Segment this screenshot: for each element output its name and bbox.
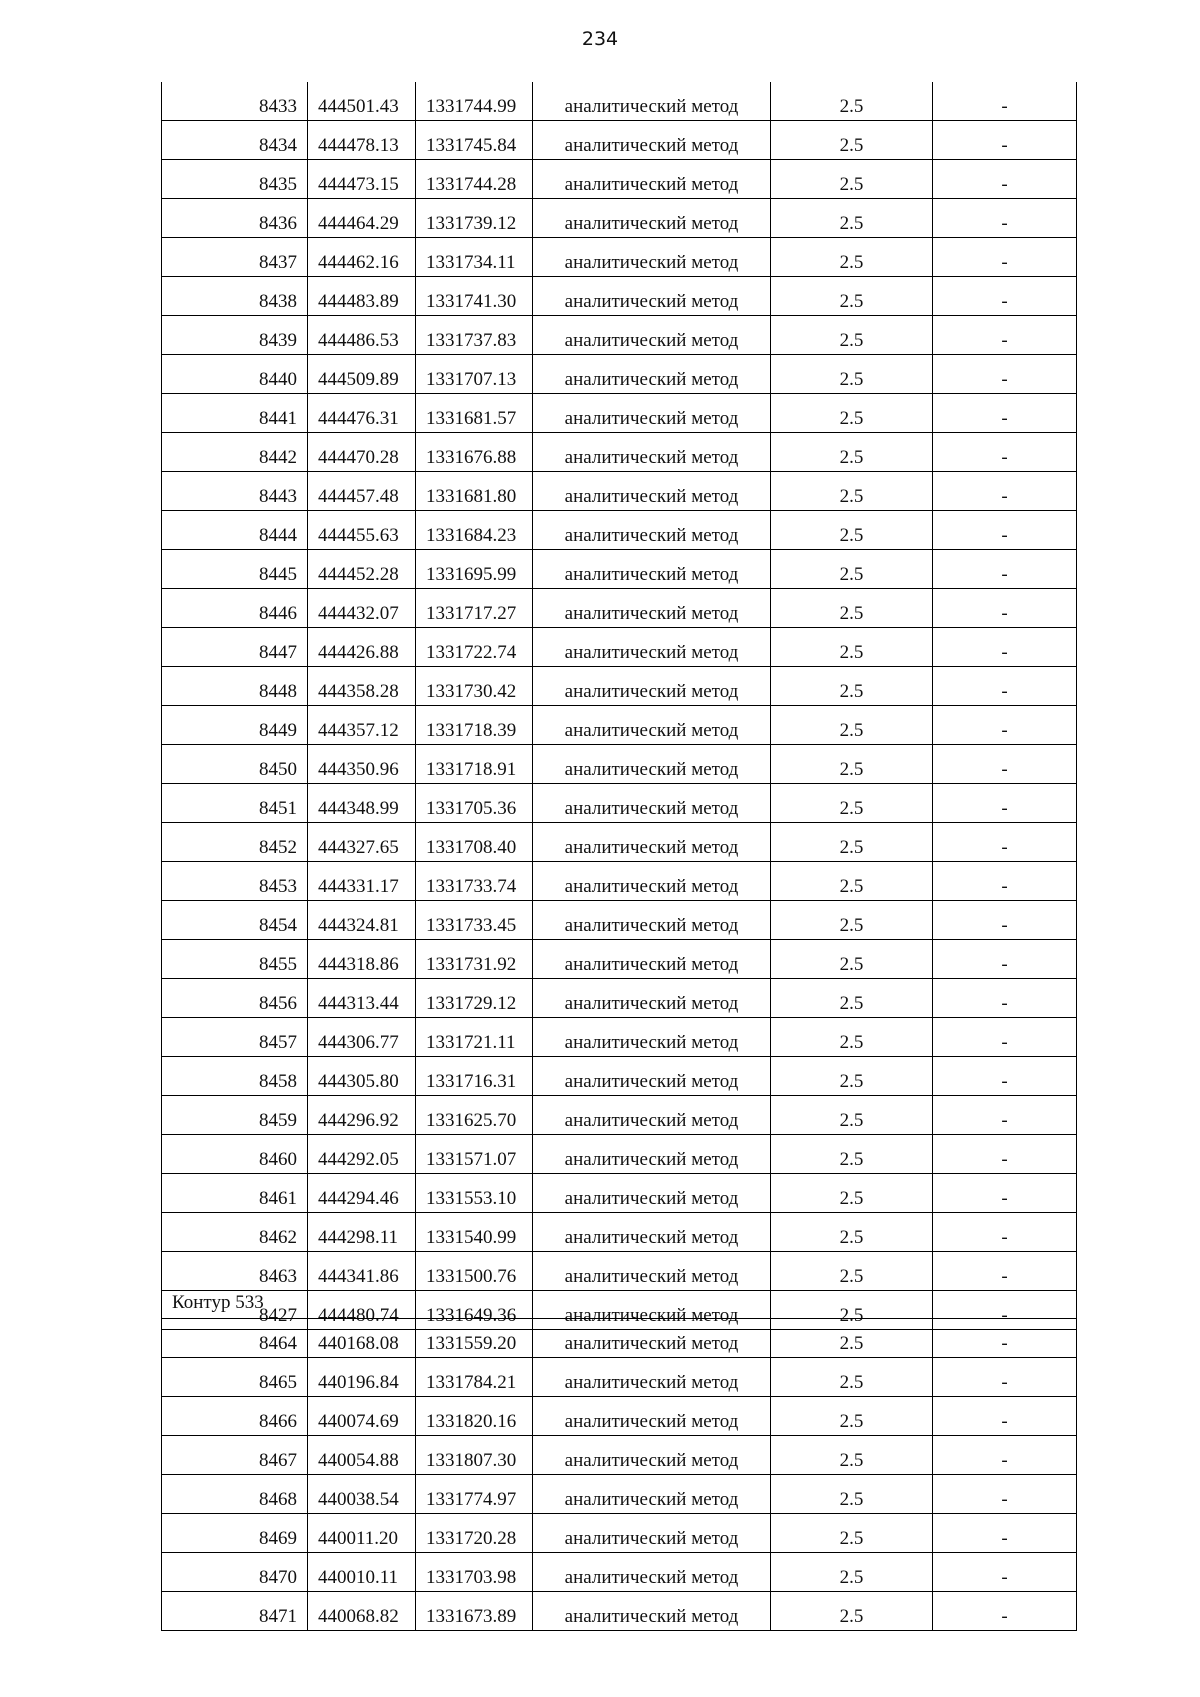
- point-number-cell: 8455: [162, 940, 308, 979]
- table-row: [162, 706, 1077, 745]
- note-cell: -: [933, 316, 1077, 355]
- note-cell: -: [933, 1252, 1077, 1291]
- y-coordinate-cell: 1331745.84: [416, 121, 533, 160]
- y-coordinate-cell: 1331695.99: [416, 550, 533, 589]
- method-cell: аналитический метод: [533, 1018, 771, 1057]
- accuracy-cell: 2.5: [771, 550, 933, 589]
- accuracy-cell: 2.5: [771, 784, 933, 823]
- note-cell: -: [933, 433, 1077, 472]
- note-cell: -: [933, 901, 1077, 940]
- y-coordinate-cell: 1331729.12: [416, 979, 533, 1018]
- x-coordinate-cell: 444318.86: [308, 940, 416, 979]
- accuracy-cell: 2.5: [771, 862, 933, 901]
- point-number-cell: 8440: [162, 355, 308, 394]
- method-cell: аналитический метод: [533, 862, 771, 901]
- accuracy-cell: 2.5: [771, 1358, 933, 1397]
- accuracy-cell: 2.5: [771, 511, 933, 550]
- table-row: [162, 355, 1077, 394]
- point-number-cell: 8439: [162, 316, 308, 355]
- table-row: [162, 1397, 1077, 1436]
- point-number-cell: 8460: [162, 1135, 308, 1174]
- point-number-cell: 8442: [162, 433, 308, 472]
- y-coordinate-cell: 1331716.31: [416, 1057, 533, 1096]
- point-number-cell: 8446: [162, 589, 308, 628]
- note-cell: -: [933, 823, 1077, 862]
- x-coordinate-cell: 444480.74: [308, 1291, 416, 1330]
- table-row: [162, 1057, 1077, 1096]
- x-coordinate-cell: 444294.46: [308, 1174, 416, 1213]
- table-row: [162, 1174, 1077, 1213]
- accuracy-cell: 2.5: [771, 433, 933, 472]
- table-row: [162, 1475, 1077, 1514]
- method-cell: аналитический метод: [533, 160, 771, 199]
- x-coordinate-cell: 444478.13: [308, 121, 416, 160]
- method-cell: аналитический метод: [533, 589, 771, 628]
- accuracy-cell: 2.5: [771, 940, 933, 979]
- method-cell: аналитический метод: [533, 1096, 771, 1135]
- x-coordinate-cell: 444331.17: [308, 862, 416, 901]
- method-cell: аналитический метод: [533, 940, 771, 979]
- method-cell: аналитический метод: [533, 1397, 771, 1436]
- table-row: [162, 199, 1077, 238]
- accuracy-cell: 2.5: [771, 1057, 933, 1096]
- accuracy-cell: 2.5: [771, 1018, 933, 1057]
- y-coordinate-cell: 1331553.10: [416, 1174, 533, 1213]
- table-row: [162, 1592, 1077, 1631]
- x-coordinate-cell: 444455.63: [308, 511, 416, 550]
- note-cell: -: [933, 1213, 1077, 1252]
- accuracy-cell: 2.5: [771, 1174, 933, 1213]
- note-cell: -: [933, 121, 1077, 160]
- note-cell: -: [933, 628, 1077, 667]
- point-number-cell: 8458: [162, 1057, 308, 1096]
- y-coordinate-cell: 1331744.99: [416, 82, 533, 121]
- table-row: [162, 1319, 1077, 1358]
- table-row: [162, 472, 1077, 511]
- point-number-cell: 8471: [162, 1592, 308, 1631]
- method-cell: аналитический метод: [533, 199, 771, 238]
- table-row: [162, 823, 1077, 862]
- x-coordinate-cell: 444306.77: [308, 1018, 416, 1057]
- table-row: [162, 1553, 1077, 1592]
- accuracy-cell: 2.5: [771, 1096, 933, 1135]
- method-cell: аналитический метод: [533, 706, 771, 745]
- point-number-cell: 8468: [162, 1475, 308, 1514]
- x-coordinate-cell: 444464.29: [308, 199, 416, 238]
- table-row: [162, 979, 1077, 1018]
- y-coordinate-cell: 1331707.13: [416, 355, 533, 394]
- note-cell: -: [933, 1018, 1077, 1057]
- note-cell: -: [933, 784, 1077, 823]
- point-number-cell: 8470: [162, 1553, 308, 1592]
- table-row: [162, 316, 1077, 355]
- note-cell: -: [933, 1096, 1077, 1135]
- accuracy-cell: 2.5: [771, 901, 933, 940]
- x-coordinate-cell: 444296.92: [308, 1096, 416, 1135]
- point-number-cell: 8427: [162, 1291, 308, 1330]
- table-row: [162, 940, 1077, 979]
- accuracy-cell: 2.5: [771, 199, 933, 238]
- note-cell: -: [933, 550, 1077, 589]
- x-coordinate-cell: 444432.07: [308, 589, 416, 628]
- y-coordinate-cell: 1331703.98: [416, 1553, 533, 1592]
- y-coordinate-cell: 1331717.27: [416, 589, 533, 628]
- note-cell: -: [933, 1174, 1077, 1213]
- point-number-cell: 8434: [162, 121, 308, 160]
- table-row: [162, 784, 1077, 823]
- x-coordinate-cell: 444313.44: [308, 979, 416, 1018]
- x-coordinate-cell: 444305.80: [308, 1057, 416, 1096]
- point-number-cell: 8454: [162, 901, 308, 940]
- y-coordinate-cell: 1331559.20: [416, 1319, 533, 1358]
- table-row: [162, 433, 1077, 472]
- accuracy-cell: 2.5: [771, 1291, 933, 1330]
- accuracy-cell: 2.5: [771, 472, 933, 511]
- point-number-cell: 8462: [162, 1213, 308, 1252]
- accuracy-cell: 2.5: [771, 1592, 933, 1631]
- point-number-cell: 8435: [162, 160, 308, 199]
- method-cell: аналитический метод: [533, 238, 771, 277]
- y-coordinate-cell: 1331731.92: [416, 940, 533, 979]
- point-number-cell: 8453: [162, 862, 308, 901]
- point-number-cell: 8441: [162, 394, 308, 433]
- accuracy-cell: 2.5: [771, 706, 933, 745]
- point-number-cell: 8437: [162, 238, 308, 277]
- method-cell: аналитический метод: [533, 1291, 771, 1330]
- method-cell: аналитический метод: [533, 277, 771, 316]
- y-coordinate-cell: 1331774.97: [416, 1475, 533, 1514]
- y-coordinate-cell: 1331540.99: [416, 1213, 533, 1252]
- x-coordinate-cell: 444358.28: [308, 667, 416, 706]
- note-cell: -: [933, 862, 1077, 901]
- page-number: 234: [581, 28, 619, 50]
- table-row: [162, 82, 1077, 121]
- accuracy-cell: 2.5: [771, 667, 933, 706]
- accuracy-cell: 2.5: [771, 1252, 933, 1291]
- table-row: [162, 628, 1077, 667]
- accuracy-cell: 2.5: [771, 1514, 933, 1553]
- x-coordinate-cell: 444298.11: [308, 1213, 416, 1252]
- note-cell: -: [933, 1553, 1077, 1592]
- method-cell: аналитический метод: [533, 82, 771, 121]
- note-cell: -: [933, 472, 1077, 511]
- method-cell: аналитический метод: [533, 316, 771, 355]
- accuracy-cell: 2.5: [771, 745, 933, 784]
- point-number-cell: 8449: [162, 706, 308, 745]
- note-cell: -: [933, 511, 1077, 550]
- table-row: [162, 745, 1077, 784]
- section-label: Контур 533: [172, 1292, 264, 1313]
- x-coordinate-cell: 444348.99: [308, 784, 416, 823]
- x-coordinate-cell: 444509.89: [308, 355, 416, 394]
- method-cell: аналитический метод: [533, 1358, 771, 1397]
- accuracy-cell: 2.5: [771, 1213, 933, 1252]
- y-coordinate-cell: 1331737.83: [416, 316, 533, 355]
- point-number-cell: 8469: [162, 1514, 308, 1553]
- table-row: [162, 550, 1077, 589]
- table-row: [162, 160, 1077, 199]
- method-cell: аналитический метод: [533, 1174, 771, 1213]
- table-row: [162, 1096, 1077, 1135]
- table-row: [162, 277, 1077, 316]
- accuracy-cell: 2.5: [771, 121, 933, 160]
- coordinates-table: [161, 82, 1077, 1330]
- note-cell: -: [933, 82, 1077, 121]
- note-cell: -: [933, 1135, 1077, 1174]
- x-coordinate-cell: 444452.28: [308, 550, 416, 589]
- accuracy-cell: 2.5: [771, 823, 933, 862]
- accuracy-cell: 2.5: [771, 82, 933, 121]
- table-row: [162, 901, 1077, 940]
- table-row: [162, 1436, 1077, 1475]
- y-coordinate-cell: 1331741.30: [416, 277, 533, 316]
- note-cell: -: [933, 1057, 1077, 1096]
- table-row: [162, 1018, 1077, 1057]
- accuracy-cell: 2.5: [771, 1135, 933, 1174]
- accuracy-cell: 2.5: [771, 277, 933, 316]
- x-coordinate-cell: 444426.88: [308, 628, 416, 667]
- coordinates-table-contour: [161, 1318, 1077, 1631]
- accuracy-cell: 2.5: [771, 628, 933, 667]
- y-coordinate-cell: 1331730.42: [416, 667, 533, 706]
- point-number-cell: 8451: [162, 784, 308, 823]
- method-cell: аналитический метод: [533, 1475, 771, 1514]
- x-coordinate-cell: 444486.53: [308, 316, 416, 355]
- x-coordinate-cell: 440011.20: [308, 1514, 416, 1553]
- accuracy-cell: 2.5: [771, 160, 933, 199]
- x-coordinate-cell: 444357.12: [308, 706, 416, 745]
- note-cell: -: [933, 1319, 1077, 1358]
- point-number-cell: 8450: [162, 745, 308, 784]
- accuracy-cell: 2.5: [771, 979, 933, 1018]
- x-coordinate-cell: 444470.28: [308, 433, 416, 472]
- table-row: [162, 238, 1077, 277]
- x-coordinate-cell: 440168.08: [308, 1319, 416, 1358]
- x-coordinate-cell: 444324.81: [308, 901, 416, 940]
- y-coordinate-cell: 1331739.12: [416, 199, 533, 238]
- accuracy-cell: 2.5: [771, 394, 933, 433]
- x-coordinate-cell: 440038.54: [308, 1475, 416, 1514]
- y-coordinate-cell: 1331718.91: [416, 745, 533, 784]
- method-cell: аналитический метод: [533, 472, 771, 511]
- table-row: [162, 1252, 1077, 1291]
- note-cell: -: [933, 199, 1077, 238]
- method-cell: аналитический метод: [533, 1057, 771, 1096]
- method-cell: аналитический метод: [533, 1514, 771, 1553]
- method-cell: аналитический метод: [533, 1436, 771, 1475]
- method-cell: аналитический метод: [533, 355, 771, 394]
- note-cell: -: [933, 277, 1077, 316]
- y-coordinate-cell: 1331705.36: [416, 784, 533, 823]
- point-number-cell: 8456: [162, 979, 308, 1018]
- y-coordinate-cell: 1331681.57: [416, 394, 533, 433]
- point-number-cell: 8452: [162, 823, 308, 862]
- note-cell: -: [933, 706, 1077, 745]
- point-number-cell: 8464: [162, 1319, 308, 1358]
- point-number-cell: 8465: [162, 1358, 308, 1397]
- method-cell: аналитический метод: [533, 823, 771, 862]
- x-coordinate-cell: 440068.82: [308, 1592, 416, 1631]
- table-row: [162, 121, 1077, 160]
- y-coordinate-cell: 1331722.74: [416, 628, 533, 667]
- point-number-cell: 8436: [162, 199, 308, 238]
- point-number-cell: 8433: [162, 82, 308, 121]
- method-cell: аналитический метод: [533, 550, 771, 589]
- point-number-cell: 8461: [162, 1174, 308, 1213]
- point-number-cell: 8448: [162, 667, 308, 706]
- note-cell: -: [933, 1592, 1077, 1631]
- method-cell: аналитический метод: [533, 784, 771, 823]
- accuracy-cell: 2.5: [771, 1553, 933, 1592]
- y-coordinate-cell: 1331500.76: [416, 1252, 533, 1291]
- point-number-cell: 8438: [162, 277, 308, 316]
- table-row: [162, 1135, 1077, 1174]
- y-coordinate-cell: 1331721.11: [416, 1018, 533, 1057]
- y-coordinate-cell: 1331784.21: [416, 1358, 533, 1397]
- point-number-cell: 8463: [162, 1252, 308, 1291]
- x-coordinate-cell: 440054.88: [308, 1436, 416, 1475]
- x-coordinate-cell: 444476.31: [308, 394, 416, 433]
- y-coordinate-cell: 1331734.11: [416, 238, 533, 277]
- x-coordinate-cell: 444457.48: [308, 472, 416, 511]
- point-number-cell: 8457: [162, 1018, 308, 1057]
- note-cell: -: [933, 1475, 1077, 1514]
- accuracy-cell: 2.5: [771, 355, 933, 394]
- method-cell: аналитический метод: [533, 979, 771, 1018]
- method-cell: аналитический метод: [533, 1135, 771, 1174]
- y-coordinate-cell: 1331649.36: [416, 1291, 533, 1330]
- note-cell: -: [933, 745, 1077, 784]
- x-coordinate-cell: 444341.86: [308, 1252, 416, 1291]
- y-coordinate-cell: 1331718.39: [416, 706, 533, 745]
- y-coordinate-cell: 1331720.28: [416, 1514, 533, 1553]
- note-cell: -: [933, 940, 1077, 979]
- accuracy-cell: 2.5: [771, 316, 933, 355]
- y-coordinate-cell: 1331807.30: [416, 1436, 533, 1475]
- y-coordinate-cell: 1331676.88: [416, 433, 533, 472]
- note-cell: -: [933, 589, 1077, 628]
- x-coordinate-cell: 440010.11: [308, 1553, 416, 1592]
- accuracy-cell: 2.5: [771, 1319, 933, 1358]
- y-coordinate-cell: 1331681.80: [416, 472, 533, 511]
- y-coordinate-cell: 1331708.40: [416, 823, 533, 862]
- method-cell: аналитический метод: [533, 121, 771, 160]
- table-row: [162, 1358, 1077, 1397]
- method-cell: аналитический метод: [533, 1553, 771, 1592]
- note-cell: -: [933, 394, 1077, 433]
- note-cell: -: [933, 1436, 1077, 1475]
- table-row: [162, 667, 1077, 706]
- table-row: [162, 1514, 1077, 1553]
- table-row: [162, 1213, 1077, 1252]
- x-coordinate-cell: 444292.05: [308, 1135, 416, 1174]
- method-cell: аналитический метод: [533, 745, 771, 784]
- note-cell: -: [933, 238, 1077, 277]
- y-coordinate-cell: 1331820.16: [416, 1397, 533, 1436]
- method-cell: аналитический метод: [533, 511, 771, 550]
- table-row: [162, 589, 1077, 628]
- method-cell: аналитический метод: [533, 628, 771, 667]
- y-coordinate-cell: 1331684.23: [416, 511, 533, 550]
- note-cell: -: [933, 1397, 1077, 1436]
- method-cell: аналитический метод: [533, 1213, 771, 1252]
- x-coordinate-cell: 444462.16: [308, 238, 416, 277]
- point-number-cell: 8447: [162, 628, 308, 667]
- accuracy-cell: 2.5: [771, 1397, 933, 1436]
- point-number-cell: 8443: [162, 472, 308, 511]
- accuracy-cell: 2.5: [771, 1475, 933, 1514]
- accuracy-cell: 2.5: [771, 238, 933, 277]
- method-cell: аналитический метод: [533, 394, 771, 433]
- x-coordinate-cell: 444327.65: [308, 823, 416, 862]
- x-coordinate-cell: 440196.84: [308, 1358, 416, 1397]
- x-coordinate-cell: 444473.15: [308, 160, 416, 199]
- x-coordinate-cell: 444501.43: [308, 82, 416, 121]
- point-number-cell: 8459: [162, 1096, 308, 1135]
- note-cell: -: [933, 1358, 1077, 1397]
- method-cell: аналитический метод: [533, 433, 771, 472]
- note-cell: -: [933, 667, 1077, 706]
- y-coordinate-cell: 1331625.70: [416, 1096, 533, 1135]
- point-number-cell: 8444: [162, 511, 308, 550]
- method-cell: аналитический метод: [533, 1252, 771, 1291]
- accuracy-cell: 2.5: [771, 1436, 933, 1475]
- method-cell: аналитический метод: [533, 1592, 771, 1631]
- point-number-cell: 8466: [162, 1397, 308, 1436]
- x-coordinate-cell: 440074.69: [308, 1397, 416, 1436]
- y-coordinate-cell: 1331733.45: [416, 901, 533, 940]
- table-row: [162, 511, 1077, 550]
- note-cell: -: [933, 1291, 1077, 1330]
- point-number-cell: 8445: [162, 550, 308, 589]
- table-row: [162, 862, 1077, 901]
- note-cell: -: [933, 355, 1077, 394]
- method-cell: аналитический метод: [533, 901, 771, 940]
- point-number-cell: 8467: [162, 1436, 308, 1475]
- method-cell: аналитический метод: [533, 667, 771, 706]
- x-coordinate-cell: 444350.96: [308, 745, 416, 784]
- y-coordinate-cell: 1331744.28: [416, 160, 533, 199]
- note-cell: -: [933, 979, 1077, 1018]
- y-coordinate-cell: 1331571.07: [416, 1135, 533, 1174]
- method-cell: аналитический метод: [533, 1319, 771, 1358]
- y-coordinate-cell: 1331673.89: [416, 1592, 533, 1631]
- table-row: [162, 394, 1077, 433]
- x-coordinate-cell: 444483.89: [308, 277, 416, 316]
- y-coordinate-cell: 1331733.74: [416, 862, 533, 901]
- note-cell: -: [933, 160, 1077, 199]
- accuracy-cell: 2.5: [771, 589, 933, 628]
- note-cell: -: [933, 1514, 1077, 1553]
